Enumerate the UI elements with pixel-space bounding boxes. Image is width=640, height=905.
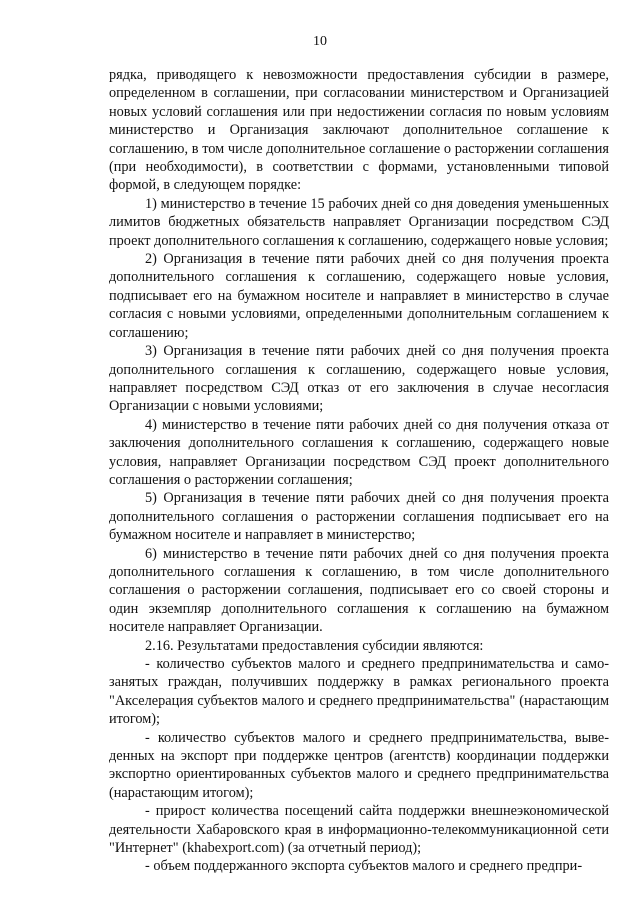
document-body <box>109 66 609 876</box>
list-item-5: 5) Организация в течение пяти рабочих дней со дня получения проекта дополнительного соглашения о расторжении соглашения подписывает его на бумажном носителе и направляет в министерство; <box>109 490 609 544</box>
list-item-3: 3) Организация в течение пяти рабочих дней со дня получения проекта дополнительного соглашения к соглашению, содержащего новые условия, направляет посредством СЭД отказ от его заключения в случае несогласия Организации с новыми условиями; <box>109 343 609 415</box>
list-item-2: 2) Организация в течение пяти рабочих дней со дня получения проекта дополнительного соглашения к соглашению, содержащего новые условия, подписывает его на бумажном носителе и направляет в министерство в случае согласия с новыми условиями, определенными дополнительным соглашением к соглашению; <box>109 251 609 341</box>
list-item-1: 1) министерство в течение 15 рабочих дней со дня доведения уменьшенных лимитов бюджетных обязательств направляет Организации посредством СЭД проект дополнительного соглашения к соглашению, содержащего новые условия; <box>109 195 609 249</box>
result-item-2: - количество субъектов малого и среднего предпринимательства, выведенных на экспорт при поддержке центров (агентств) координации поддержки экспортно ориентированных субъектов малого и среднего предпринимательства (нарастающим итогом); <box>109 729 609 801</box>
section-2-16-heading: 2.16. Результатами предоставления субсидии являются: <box>145 637 484 654</box>
paragraph-continuation: рядка, приводящего к невозможности предоставления субсидии в размере, определенном в соглашении, при согласовании министерством и Организацией новых условий соглашения или при недостижении согласия по новым условиям министерство и Организация заключают дополнительное соглашение к соглашению, в том числе дополнительное соглашение о расторжении соглашения (при необходимости), в соответствии с формами, установленными типовой формой, в следующем порядке: <box>109 67 609 194</box>
list-item-6: 6) министерство в течение пяти рабочих дней со дня получения проекта дополнительного соглашения к соглашению, в том числе дополнительного соглашения о расторжении соглашения, подписывает его со своей стороны и один экземпляр дополнительного соглашения к соглашению на бумажном носителе направляет Организации. <box>109 545 609 636</box>
result-item-1: - количество субъектов малого и среднего предпринимательства и самозанятых граждан, получивших поддержку в рамках регионального проекта "Акселерация субъектов малого и среднего предпринимательства" (нарастающим итогом); <box>109 656 609 728</box>
result-item-4: - объем поддержанного экспорта субъектов малого и среднего предпри- <box>145 858 583 875</box>
page-number: 10 <box>313 34 327 49</box>
result-item-3: - прирост количества посещений сайта поддержки внешнеэкономической деятельности Хабаровского края в информационно-телекоммуникационной сети "Интернет" (khabexport.com) (за отчетный период); <box>109 803 609 857</box>
list-item-4: 4) министерство в течение пяти рабочих дней со дня получения отказа от заключения дополнительного соглашения к соглашению, содержащего новые условия, направляет Организации посредством СЭД проект дополнительного соглашения о расторжении соглашения; <box>109 416 609 488</box>
